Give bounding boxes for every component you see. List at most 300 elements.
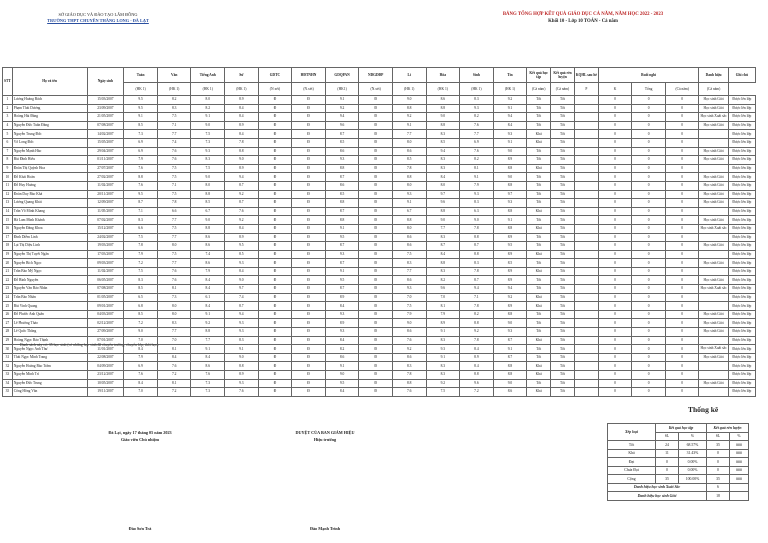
col-header-subject: Tiếng Anh [191,68,225,83]
table-cell: 8.9 [225,121,259,130]
table-cell: Đ [359,113,393,122]
table-cell: 17/03/2007 [87,250,124,259]
col-header-subject: GDTC [258,68,292,83]
table-cell: 0 [598,276,632,285]
table-cell: Học sinh Giỏi [699,379,728,388]
table-cell: 9.2 [225,216,259,225]
table-cell: 8.7 [493,353,527,362]
table-cell: 9.2 [493,96,527,105]
table-cell: 0 [665,121,699,130]
table-cell: Tốt [527,199,551,208]
table-cell: 0 [632,233,666,242]
table-cell: 7.3 [191,388,225,397]
table-cell: 0 [665,328,699,337]
table-row [3,224,756,233]
table-cell: 07/08/2007 [87,121,124,130]
table-row [3,130,756,139]
table-cell [574,190,598,199]
table-cell: 8.1 [460,164,494,173]
table-row [3,353,756,362]
table-cell: 0 [665,190,699,199]
table-cell: 9.6 [460,379,494,388]
table-cell: Học sinh Giỏi [699,104,728,113]
table-cell [574,199,598,208]
table-cell [699,164,728,173]
table-cell: 8.3 [392,259,426,268]
table-header-row-1 [3,68,756,83]
table-cell: Đ [292,371,326,380]
table-cell: 0 [665,207,699,216]
table-cell: 9.0 [191,216,225,225]
table-cell [574,362,598,371]
table-row [3,285,756,294]
table-row [3,173,756,182]
table-cell: 0 [632,302,666,311]
col-header-subject: HĐTNHN [292,68,326,83]
table-cell: 8.5 [426,138,460,147]
table-cell [574,319,598,328]
table-cell: 8.7 [325,207,359,216]
table-cell: Đ [359,276,393,285]
table-cell: 0 [632,199,666,208]
table-cell: 9.0 [426,113,460,122]
grade-table [2,67,756,397]
table-cell: 8.8 [460,233,494,242]
table-cell: 9.5 [325,233,359,242]
table-cell: Tốt [551,207,575,216]
table-cell: 09/03/2007 [87,259,124,268]
table-cell: 9.4 [460,285,494,294]
table-cell: 9.4 [225,173,259,182]
table-cell: 8.3 [157,104,191,113]
table-cell: Khá [527,130,551,139]
table-cell: 9.7 [493,190,527,199]
table-cell: Tốt [551,345,575,354]
table-cell: 8.9 [225,96,259,105]
table-row [3,164,756,173]
table-cell: 8.9 [460,353,494,362]
table-cell: 31 [3,353,13,362]
table-cell: 8.9 [225,371,259,380]
table-cell: Đ [258,138,292,147]
table-cell: 9.2 [225,190,259,199]
table-cell [574,267,598,276]
table-cell: 9.3 [225,319,259,328]
table-cell: Đ [258,259,292,268]
table-cell: 7.1 [460,293,494,302]
table-cell: 2 [3,104,13,113]
table-cell: 7.9 [124,250,158,259]
table-cell: Đ [359,362,393,371]
stats-empty [730,483,749,492]
table-cell: Đ [258,233,292,242]
col-header-subject: KQHL sau hè [574,68,598,83]
table-cell: Đ [258,328,292,337]
table-cell: Được lên lớp [728,224,755,233]
table-cell: 17 [3,233,13,242]
table-cell: 33 [3,371,13,380]
table-cell: Đ [292,379,326,388]
table-cell: 19/03/2007 [87,242,124,251]
table-cell: 8.4 [460,345,494,354]
table-cell: 7.6 [157,276,191,285]
table-cell: Đ [359,121,393,130]
col-subheader: (HK 1) [493,83,527,96]
table-cell: Tốt [551,293,575,302]
table-cell: 8.4 [225,113,259,122]
table-cell: 8.8 [493,207,527,216]
table-cell: 0 [632,362,666,371]
table-cell: 0 [598,285,632,294]
table-cell: 32 [3,362,13,371]
table-cell: 0 [598,121,632,130]
table-cell: Đ [359,267,393,276]
table-cell: 7.5 [191,130,225,139]
table-cell: Học sinh Xuất sắc [699,285,728,294]
table-cell: 8.4 [493,121,527,130]
table-cell: Khá [527,138,551,147]
table-cell: Đ [258,379,292,388]
table-cell: Trần Bảo Mỹ Ngọc [12,267,87,276]
table-cell: Đ [292,285,326,294]
col-subheader: (HK 1) [392,83,426,96]
table-cell: Tốt [551,138,575,147]
table-cell: 5 [3,130,13,139]
table-cell: 8.8 [460,371,494,380]
table-cell: Đ [258,121,292,130]
table-cell: Đoàn Thị Quỳnh Hoa [12,164,87,173]
stats-h-kqrl: Kết quả rèn luyện [707,424,749,433]
table-row [3,242,756,251]
table-body [3,96,756,397]
report-title: BẢNG TỔNG HỢP KẾT QUẢ GIÁO DỤC CẢ NĂM, NĂM HỌC 2022 - 2023 [502,12,664,17]
stats-cell: ### [730,449,749,458]
table-cell: Tốt [551,379,575,388]
table-cell: 0 [665,302,699,311]
table-cell: Đ [292,353,326,362]
col-subheader: (Cả năm) [665,83,699,96]
table-cell: 8.6 [392,233,426,242]
table-row [3,113,756,122]
table-cell: Được lên lớp [728,302,755,311]
table-cell: 7.5 [157,250,191,259]
table-cell: 27 [3,319,13,328]
table-cell: 9.7 [225,285,259,294]
table-cell: 8.8 [460,319,494,328]
table-cell: Được lên lớp [728,216,755,225]
table-cell: 7.2 [157,388,191,397]
table-cell: 7.8 [460,302,494,311]
table-cell: 9.2 [460,328,494,337]
col-header-subject: Tin [493,68,527,83]
table-cell: 8.9 [493,156,527,165]
table-cell: Học sinh Xuất sắc [699,224,728,233]
table-cell: 28 [3,328,13,337]
table-cell: Tốt [551,199,575,208]
table-cell: 7.4 [225,293,259,302]
table-cell: 0 [632,379,666,388]
table-cell: 0 [665,233,699,242]
table-cell: Được lên lớp [728,250,755,259]
department-name: SỞ GIÁO DỤC VÀ ĐÀO TẠO LÂM ĐỒNG [58,12,138,17]
table-cell: Tốt [527,104,551,113]
table-cell: Đ [292,293,326,302]
col-subheader: (HK 1) [157,83,191,96]
table-cell: 7.4 [157,138,191,147]
table-cell: 0 [598,138,632,147]
table-cell: 20 [3,259,13,268]
table-cell [699,267,728,276]
table-cell: 8.7 [225,302,259,311]
table-cell: 8.4 [225,224,259,233]
table-cell: 0 [665,130,699,139]
table-cell: 8.3 [460,259,494,268]
table-cell: Đ [292,224,326,233]
stats-h-sl: SL [656,432,679,441]
table-cell: 0 [665,250,699,259]
table-cell: 13 [3,199,13,208]
table-cell: Đ [258,216,292,225]
table-cell: 21 [3,267,13,276]
table-cell: 3 [3,113,13,122]
table-cell: 8.8 [426,104,460,113]
table-cell: 9.3 [392,190,426,199]
table-cell: Tốt [527,259,551,268]
table-cell: 0 [665,156,699,165]
table-cell: 6.7 [392,207,426,216]
table-cell: 8.5 [325,190,359,199]
col-header-title: Danh hiệu [699,68,728,83]
table-cell [699,336,728,345]
table-cell: Được lên lớp [728,104,755,113]
table-cell: Đ [258,199,292,208]
table-row [3,207,756,216]
table-cell: 8.6 [191,242,225,251]
table-cell: Đ [359,138,393,147]
table-cell: Được lên lớp [728,285,755,294]
table-cell: Đ [292,250,326,259]
table-cell: Học sinh Giỏi [699,276,728,285]
table-cell: Đ [258,250,292,259]
table-cell: 9.0 [493,147,527,156]
table-cell: 8.7 [493,336,527,345]
table-cell: 7.7 [392,267,426,276]
table-cell: 7.3 [191,379,225,388]
table-cell: 9.3 [225,379,259,388]
table-cell: Lê Quốc Thắng [12,328,87,337]
table-cell: 7.6 [157,362,191,371]
table-cell: Bùi Vinh Quang [12,302,87,311]
table-cell: 9.1 [426,328,460,337]
table-cell: Khá [527,207,551,216]
table-row [3,138,756,147]
table-cell: Tốt [527,216,551,225]
table-cell: Được lên lớp [728,164,755,173]
table-cell: 9.0 [493,379,527,388]
table-cell: Đ [359,371,393,380]
table-cell: Tốt [527,353,551,362]
table-cell: Trần Bảo Nhân [12,293,87,302]
table-cell: 9.1 [191,113,225,122]
table-cell: Được lên lớp [728,156,755,165]
table-cell: 7.6 [460,121,494,130]
table-cell: 0 [598,190,632,199]
table-row [3,190,756,199]
table-row [3,388,756,397]
table-cell: Nguyễn Bích Ngọc [12,259,87,268]
table-cell: 11 [3,181,13,190]
table-cell: 9.0 [426,216,460,225]
table-cell: 9.0 [124,328,158,337]
table-cell: 8.8 [191,328,225,337]
table-cell: 0 [665,138,699,147]
table-cell: 0 [665,147,699,156]
table-cell: 7.8 [392,164,426,173]
table-cell: Khá [527,371,551,380]
table-cell: 9.4 [426,147,460,156]
table-cell: 7.9 [392,310,426,319]
table-cell: 1 [3,96,13,105]
table-cell: 7.4 [191,250,225,259]
table-cell: 9.4 [225,310,259,319]
table-cell: 21/05/2007 [87,113,124,122]
table-cell: Đ [359,242,393,251]
table-cell: 19 [3,250,13,259]
col-header-absences: Buổi nghỉ [598,68,699,83]
table-cell: 6 [3,138,13,147]
stats-title: Thống kê [688,405,719,414]
teacher-name: Đào Sơn Trà [128,526,152,531]
table-cell: 0 [632,113,666,122]
table-cell: Đ [359,233,393,242]
table-cell: 0 [665,379,699,388]
table-cell: 8.0 [157,242,191,251]
table-cell: 22 [3,276,13,285]
table-row [3,156,756,165]
table-cell: 0 [665,319,699,328]
table-cell: 0 [665,388,699,397]
table-cell: 7.6 [157,267,191,276]
table-cell: 0 [665,113,699,122]
table-cell: 7.6 [124,164,158,173]
table-cell: Được lên lớp [728,190,755,199]
col-subheader: K [598,83,632,96]
table-cell: 0 [598,353,632,362]
table-cell: 0 [598,242,632,251]
table-cell: 6.6 [157,207,191,216]
table-cell: 9.2 [426,379,460,388]
table-cell: Đ [359,259,393,268]
table-cell: 0 [598,310,632,319]
table-cell: 09/01/2007 [87,302,124,311]
table-cell: 8.6 [392,147,426,156]
table-cell: 9 [3,164,13,173]
table-cell: 7.5 [124,233,158,242]
table-cell [574,276,598,285]
stats-cell: 0 [707,449,730,458]
table-cell: 0 [665,96,699,105]
table-cell: Học sinh Giỏi [699,96,728,105]
table-cell: Đ [359,345,393,354]
table-cell: Nguyễn Hoàng Bảo Trâm [12,362,87,371]
table-cell [574,285,598,294]
table-cell [574,113,598,122]
table-cell: 15/05/2007 [87,138,124,147]
table-cell: 25 [3,302,13,311]
table-cell: 8.8 [325,199,359,208]
table-cell: 7.5 [392,250,426,259]
table-cell: 12 [3,190,13,199]
table-cell: 7.6 [225,388,259,397]
table-cell: 9.0 [325,371,359,380]
table-cell: Tốt [551,302,575,311]
table-cell: 9.1 [191,345,225,354]
table-cell: Đỗ Huy Hoàng [12,181,87,190]
table-cell: 8.6 [325,147,359,156]
table-cell [574,224,598,233]
table-cell: 9.1 [325,267,359,276]
table-cell: 8.5 [124,121,158,130]
table-cell: Tốt [551,250,575,259]
table-cell: 0 [632,181,666,190]
col-header-note: Ghi chú [728,68,755,83]
table-cell: Đ [258,388,292,397]
table-cell [699,388,728,397]
table-cell: 8.8 [392,379,426,388]
table-cell: Đ [292,113,326,122]
table-cell: 8.7 [460,242,494,251]
table-cell: 8.8 [392,104,426,113]
table-cell: 0 [598,104,632,113]
table-cell: 8.6 [392,353,426,362]
col-subheader: (HK1) [325,83,359,96]
table-cell: Tốt [551,371,575,380]
table-cell: 9.2 [191,319,225,328]
table-cell: 9.3 [325,328,359,337]
table-cell: 0 [598,293,632,302]
table-cell: Khá [527,388,551,397]
table-cell: 9.3 [493,130,527,139]
table-cell: 8.8 [493,362,527,371]
table-cell: Đ [359,181,393,190]
table-cell: Tốt [551,156,575,165]
table-cell: 8.5 [191,199,225,208]
table-cell: 8.5 [124,310,158,319]
table-cell: 8.1 [157,285,191,294]
table-cell: Được lên lớp [728,207,755,216]
table-cell: 6.1 [191,293,225,302]
table-cell: Đ [359,302,393,311]
table-cell: 07/01/2007 [87,336,124,345]
table-cell: 8.8 [460,250,494,259]
table-cell: 7.8 [460,224,494,233]
table-cell: Đ [292,156,326,165]
table-cell: 8.6 [191,259,225,268]
table-cell: Công Hồng Vân [12,388,87,397]
table-cell: 8.8 [392,173,426,182]
table-cell: 9.1 [392,199,426,208]
table-cell: 8.1 [426,302,460,311]
table-cell: Được lên lớp [728,96,755,105]
table-cell: Học sinh Giỏi [699,173,728,182]
stats-row [608,466,749,475]
table-cell: Hà Lam Minh Khánh [12,216,87,225]
stats-row [608,458,749,467]
table-cell: Tốt [551,259,575,268]
table-cell: Nguyễn Thị Tuyết Ngân [12,250,87,259]
table-cell: 8.8 [493,224,527,233]
table-cell [574,388,598,397]
